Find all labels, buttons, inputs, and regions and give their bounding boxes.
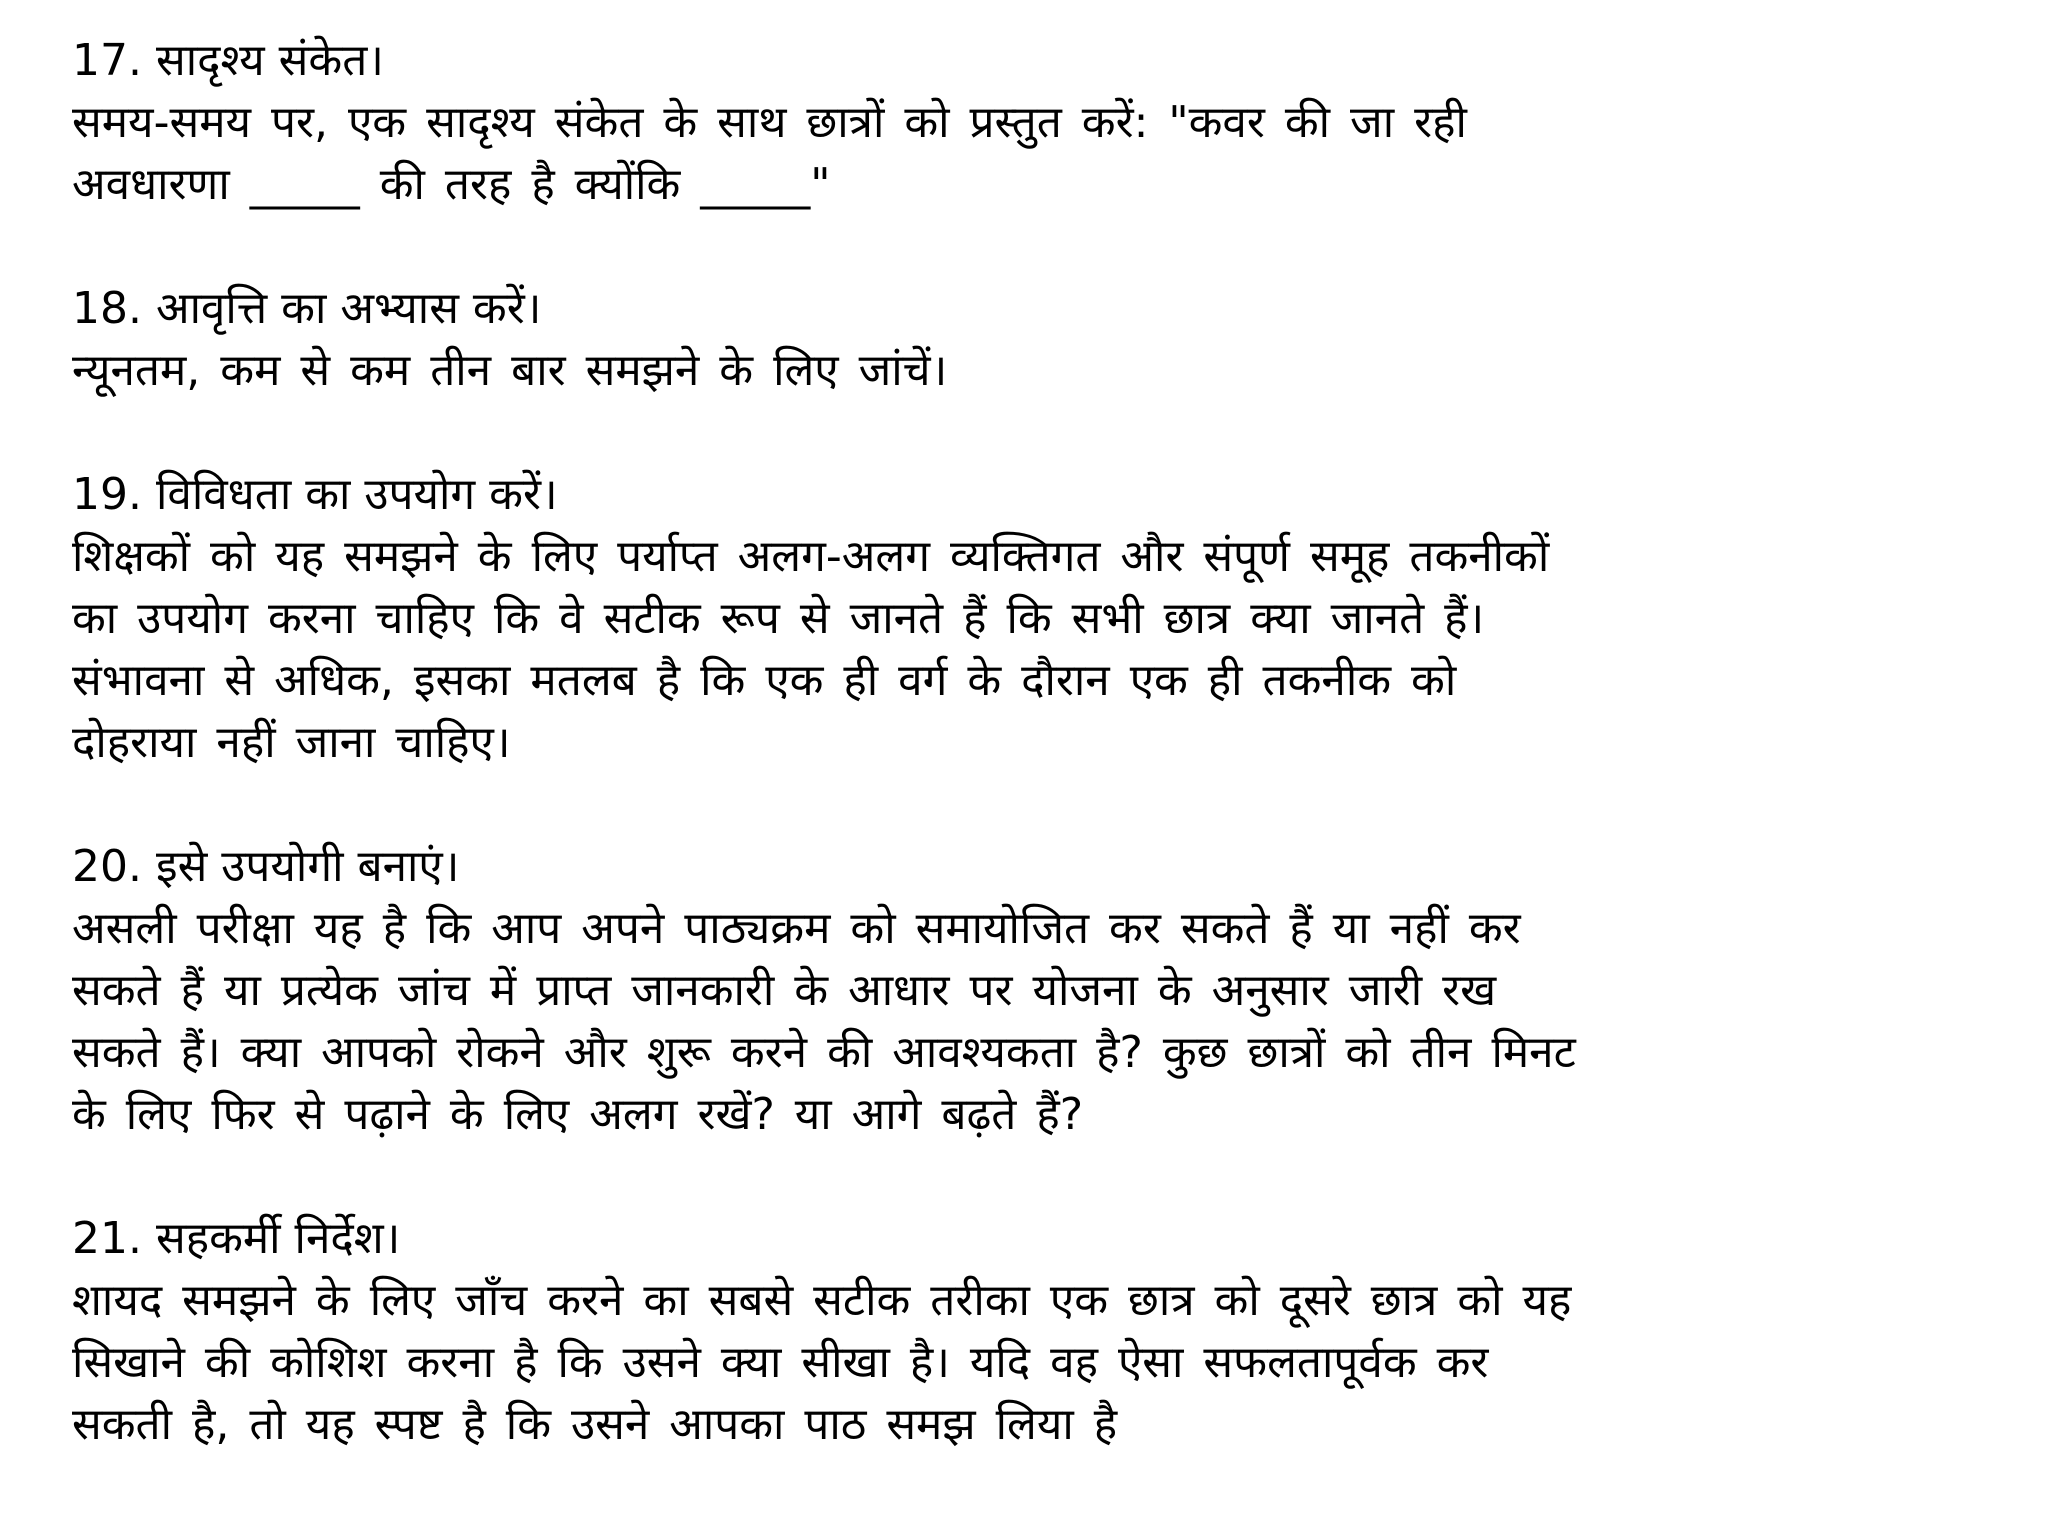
paragraph-line: असली परीक्षा यह है कि आप अपने पाठ्यक्रम को समायोजित कर सकते हैं या नहीं कर [72,903,1521,954]
section-heading: 19. विविधता का उपयोग करें। [72,469,558,520]
section-17 [72,30,2012,216]
section-18 [72,278,2012,402]
section-20 [72,836,2012,1146]
paragraph-line: शिक्षकों को यह समझने के लिए पर्याप्त अलग-अलग व्यक्तिगत और संपूर्ण समूह तकनीकों [72,531,1550,582]
paragraph-line: न्यूनतम, कम से कम तीन बार समझने के लिए जांचें। [72,345,948,396]
document-body [72,30,2012,1456]
section-heading: 17. सादृश्य संकेत। [72,35,384,86]
paragraph-line: दोहराया नहीं जाना चाहिए। [72,717,511,768]
section-heading: 20. इसे उपयोगी बनाएं। [72,841,460,892]
section-heading: 21. सहकर्मी निर्देश। [72,1213,401,1264]
section-heading: 18. आवृत्ति का अभ्यास करें। [72,283,542,334]
section-21 [72,1208,2012,1456]
paragraph-line: अवधारणा _____ की तरह है क्योंकि _____" [72,159,831,210]
section-19 [72,464,2012,774]
paragraph-line: का उपयोग करना चाहिए कि वे सटीक रूप से जानते हैं कि सभी छात्र क्या जानते हैं। [72,593,1485,644]
paragraph-line: सकते हैं। क्या आपको रोकने और शुरू करने की आवश्यकता है? कुछ छात्रों को तीन मिनट [72,1027,1576,1078]
paragraph-line: सकती है, तो यह स्पष्ट है कि उसने आपका पाठ समझ लिया है [72,1399,1118,1450]
paragraph-line: सिखाने की कोशिश करना है कि उसने क्या सीखा है। यदि वह ऐसा सफलतापूर्वक कर [72,1337,1489,1388]
paragraph-line: के लिए फिर से पढ़ाने के लिए अलग रखें? या आगे बढ़ते हैं? [72,1089,1084,1140]
paragraph-line: समय-समय पर, एक सादृश्य संकेत के साथ छात्रों को प्रस्तुत करें: "कवर की जा रही [72,97,1467,148]
paragraph-line: शायद समझने के लिए जाँच करने का सबसे सटीक तरीका एक छात्र को दूसरे छात्र को यह [72,1275,1572,1326]
paragraph-line: सकते हैं या प्रत्येक जांच में प्राप्त जानकारी के आधार पर योजना के अनुसार जारी रख [72,965,1497,1016]
paragraph-line: संभावना से अधिक, इसका मतलब है कि एक ही वर्ग के दौरान एक ही तकनीक को [72,655,1457,706]
